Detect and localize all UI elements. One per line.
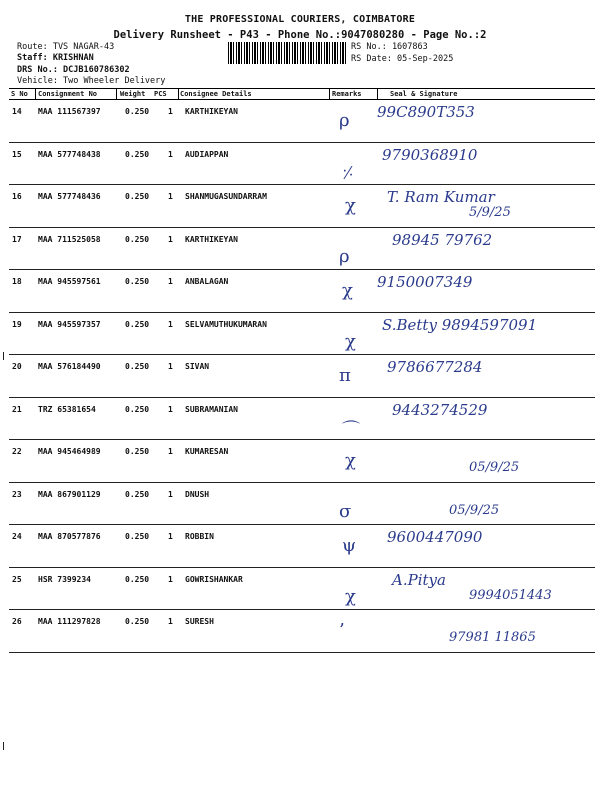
pcs-value: 1 — [168, 532, 173, 541]
handwritten-signature: S.Betty 9894597091 — [382, 315, 538, 334]
table-row — [9, 610, 595, 653]
serial-number: 17 — [12, 234, 22, 244]
handwritten-signature: 9786677284 — [387, 358, 483, 376]
weight-value: 0.250 — [125, 192, 150, 201]
consignee-name: ROBBIN — [185, 532, 214, 541]
company-title: THE PROFESSIONAL COURIERS, COIMBATORE — [184, 14, 416, 25]
serial-number: 20 — [12, 362, 22, 371]
consignment-number: MAA 111297828 — [38, 617, 101, 626]
consignee-name: KARTHIKEYAN — [185, 234, 238, 244]
weight-value: 0.250 — [125, 617, 150, 626]
weight-value: 0.250 — [125, 574, 150, 584]
pcs-value: 1 — [168, 192, 173, 201]
remarks-tick-mark: ⌒ — [342, 419, 360, 441]
serial-number: 16 — [12, 192, 22, 201]
handwritten-note: 05/9/25 — [469, 460, 520, 475]
handwritten-note: 97981 11865 — [449, 630, 536, 645]
handwritten-note: 05/9/25 — [449, 502, 500, 518]
runsheet-table — [9, 88, 595, 653]
rs-no-label: RS No.: 1607863 — [351, 42, 428, 52]
handwritten-signature: 9600447090 — [387, 528, 483, 546]
table-row — [9, 100, 595, 143]
table-row — [9, 313, 595, 356]
serial-number: 26 — [12, 617, 22, 626]
consignment-number: MAA 576184490 — [38, 362, 101, 371]
weight-value: 0.250 — [125, 532, 150, 541]
consignment-number: MAA 867901129 — [38, 489, 101, 499]
remarks-tick-mark: χ — [345, 585, 356, 607]
remarks-tick-mark: ⸓ — [342, 162, 354, 184]
remarks-tick-mark: χ — [345, 195, 356, 216]
table-row — [9, 270, 595, 313]
weight-value: 0.250 — [125, 277, 150, 286]
consignment-number: MAA 945464989 — [38, 447, 101, 456]
handwritten-signature: T. Ram Kumar — [387, 188, 495, 206]
serial-number: 15 — [12, 149, 22, 159]
vehicle-label: Vehicle: Two Wheeler Delivery — [17, 76, 166, 86]
consignment-number: MAA 577748438 — [38, 149, 101, 159]
consignee-name: KUMARESAN — [185, 447, 229, 456]
consignee-name: SURESH — [185, 617, 214, 626]
col-pcs: PCS — [154, 90, 167, 98]
table-row — [9, 143, 595, 186]
consignment-number: MAA 945597561 — [38, 277, 101, 286]
table-row — [9, 483, 595, 526]
handwritten-signature: A.Pitya — [392, 570, 446, 589]
pcs-value: 1 — [168, 617, 173, 626]
serial-number: 23 — [12, 489, 22, 499]
runsheet-subtitle: Delivery Runsheet - P43 - Phone No.:9047080280 - Page No.:2 — [113, 29, 487, 41]
table-row — [9, 355, 595, 398]
pcs-value: 1 — [168, 277, 173, 286]
weight-value: 0.250 — [125, 149, 150, 159]
consignee-name: KARTHIKEYAN — [185, 107, 238, 116]
remarks-tick-mark: ρ — [339, 245, 350, 267]
consignee-name: AUDIAPPAN — [185, 149, 229, 159]
weight-value: 0.250 — [125, 319, 150, 329]
table-row — [9, 568, 595, 611]
edge-mark — [3, 742, 4, 750]
consignee-name: SELVAMUTHUKUMARAN — [185, 319, 267, 329]
weight-value: 0.250 — [125, 489, 150, 499]
weight-value: 0.250 — [125, 234, 150, 244]
consignee-name: SUBRAMANIAN — [185, 404, 238, 414]
remarks-tick-mark: σ — [339, 500, 352, 522]
weight-value: 0.250 — [125, 107, 150, 116]
remarks-tick-mark: ’ — [339, 620, 345, 641]
consignee-name: GOWRISHANKAR — [185, 574, 243, 584]
serial-number: 25 — [12, 574, 22, 584]
col-sno: S No — [11, 90, 28, 98]
barcode-image — [228, 42, 346, 64]
serial-number: 22 — [12, 447, 22, 456]
remarks-tick-mark: χ — [345, 330, 356, 352]
serial-number: 19 — [12, 319, 22, 329]
handwritten-signature: 9790368910 — [382, 145, 478, 164]
staff-label: Staff: KRISHNAN — [17, 53, 94, 63]
drs-label: DRS No.: DCJB160786302 — [17, 65, 130, 75]
pcs-value: 1 — [168, 107, 173, 116]
col-remarks: Remarks — [332, 90, 362, 98]
remarks-tick-mark: χ — [342, 280, 353, 301]
serial-number: 14 — [12, 107, 22, 116]
serial-number: 18 — [12, 277, 22, 286]
weight-value: 0.250 — [125, 362, 150, 371]
consignment-number: TRZ 65381654 — [38, 404, 96, 414]
remarks-tick-mark: ρ — [339, 110, 350, 131]
pcs-value: 1 — [168, 404, 173, 414]
handwritten-note: 9994051443 — [469, 587, 552, 603]
remarks-tick-mark: π — [339, 365, 351, 386]
consignment-number: MAA 111567397 — [38, 107, 101, 116]
serial-number: 24 — [12, 532, 22, 541]
consignment-number: MAA 870577876 — [38, 532, 101, 541]
pcs-value: 1 — [168, 447, 173, 456]
pcs-value: 1 — [168, 362, 173, 371]
handwritten-note: 5/9/25 — [469, 205, 511, 220]
handwritten-signature: 98945 79762 — [392, 230, 493, 249]
weight-value: 0.250 — [125, 447, 150, 456]
table-row — [9, 525, 595, 568]
route-label: Route: TVS NAGAR-43 — [17, 42, 115, 52]
col-seal: Seal & Signature — [390, 90, 458, 98]
consignee-name: ANBALAGAN — [185, 277, 229, 286]
pcs-value: 1 — [168, 319, 173, 329]
table-row — [9, 440, 595, 483]
table-header — [9, 88, 595, 100]
handwritten-signature: 99C890T353 — [377, 103, 475, 121]
pcs-value: 1 — [168, 234, 173, 244]
rs-date-label: RS Date: 05-Sep-2025 — [351, 54, 454, 64]
consignment-number: HSR 7399234 — [38, 574, 91, 584]
col-weight: Weight — [120, 90, 146, 98]
col-consignment: Consignment No — [38, 90, 98, 98]
weight-value: 0.250 — [125, 404, 150, 414]
pcs-value: 1 — [168, 489, 173, 499]
edge-mark — [3, 352, 4, 360]
consignment-number: MAA 945597357 — [38, 319, 101, 329]
remarks-tick-mark: χ — [345, 450, 356, 471]
consignee-name: DNUSH — [185, 489, 210, 499]
consignee-name: SIVAN — [185, 362, 210, 371]
consignment-number: MAA 577748436 — [38, 192, 101, 201]
table-row — [9, 185, 595, 228]
pcs-value: 1 — [168, 574, 173, 584]
handwritten-signature: 9150007349 — [377, 273, 473, 291]
table-row — [9, 228, 595, 271]
pcs-value: 1 — [168, 149, 173, 159]
table-row — [9, 398, 595, 441]
remarks-tick-mark: ψ — [342, 535, 357, 556]
col-consignee: Consignee Details — [180, 90, 252, 98]
serial-number: 21 — [12, 404, 22, 414]
consignee-name: SHANMUGASUNDARRAM — [185, 192, 267, 201]
handwritten-signature: 9443274529 — [392, 400, 488, 419]
consignment-number: MAA 711525058 — [38, 234, 101, 244]
